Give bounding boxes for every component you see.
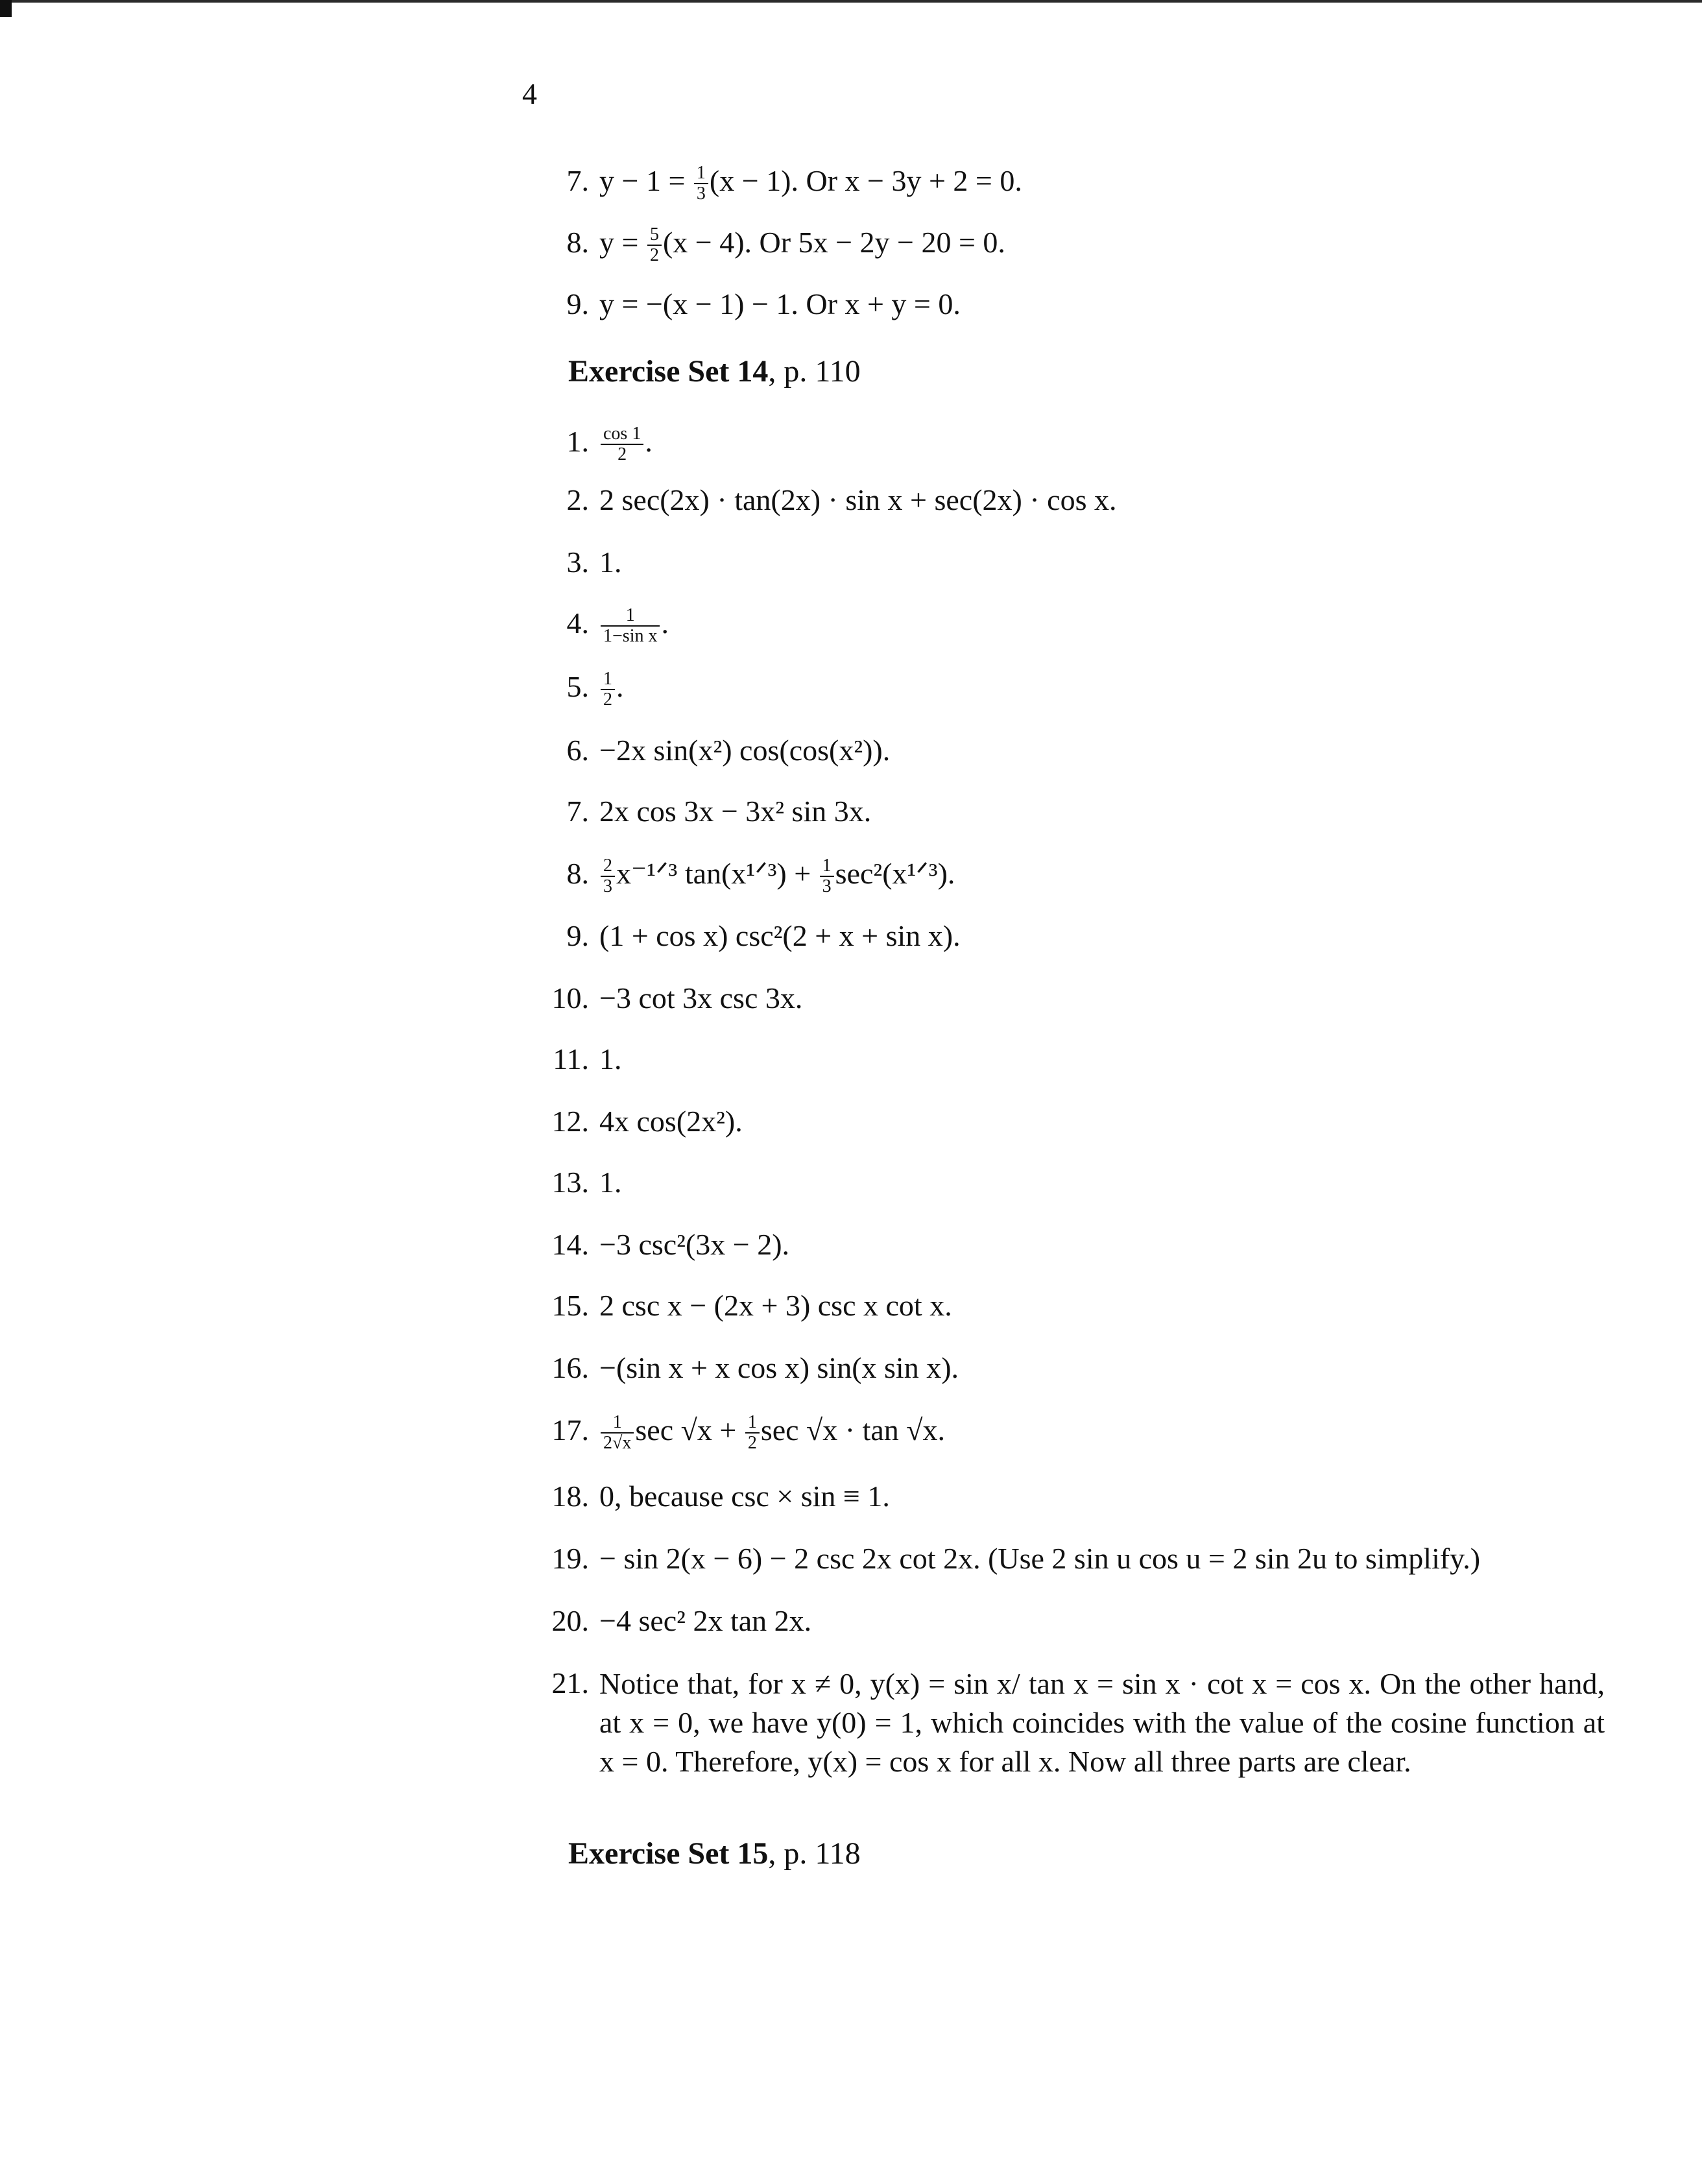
- list-item: 18. 0, because csc × sin ≡ 1.: [551, 1480, 890, 1513]
- list-item: 14. −3 csc²(3x − 2).: [551, 1228, 790, 1261]
- list-item: 9. y = −(x − 1) − 1. Or x + y = 0.: [566, 287, 961, 320]
- fraction: $\frac{\cos 1}{2}$: [601, 424, 643, 464]
- list-item: 20. −4 sec² 2x tan 2x.: [551, 1604, 812, 1637]
- fraction: $\frac{5}{2}$: [647, 225, 662, 265]
- list-item: 9. (1 + cos x) csc²(2 + x + sin x).: [566, 919, 961, 952]
- list-item: 4. $\frac{1}{\text{1−sin x}}$ .: [566, 605, 669, 647]
- list-item: 11. 1.: [553, 1042, 622, 1075]
- list-item: 2. 2 sec(2x) · tan(2x) · sin x + sec(2x) · cos x.: [566, 483, 1117, 516]
- section-heading-set-15: Exercise Set 15, p. 118: [568, 1836, 861, 1871]
- list-item: 6. −2x sin(x²) cos(cos(x²)).: [566, 734, 891, 767]
- list-item: 15. 2 csc x − (2x + 3) csc x cot x.: [551, 1289, 952, 1322]
- list-item: 8. y = $\frac{5}{2}$ (x − 4). Or 5x − 2y − 20 = 0.: [566, 224, 1005, 266]
- list-item: 1. $\frac{\cos 1}{2}$ .: [566, 424, 653, 465]
- list-item: 8. $\frac{2}{3}$ x⁻¹ᐟ³ tan(x¹ᐟ³) + $\frac{1}{3}$ sec²(x¹ᐟ³).: [566, 856, 955, 897]
- list-item: 10. −3 cot 3x csc 3x.: [551, 981, 803, 1014]
- list-item: 13. 1.: [551, 1166, 622, 1199]
- scan-corner-mark: [0, 0, 12, 17]
- list-item: 7. 2x cos 3x − 3x² sin 3x.: [566, 795, 872, 828]
- fraction: $\frac{1}{2}$: [601, 669, 615, 710]
- section-heading-set-14: Exercise Set 14, p. 110: [568, 354, 861, 389]
- page-number: 4: [522, 77, 537, 110]
- fraction: $\frac{1}{3}$: [820, 856, 834, 896]
- fraction: $\frac{1}{2√x}$: [601, 1413, 634, 1453]
- fraction: $\frac{1}{3}$: [694, 163, 708, 204]
- fraction: $\frac{1}{2}$: [745, 1413, 760, 1453]
- fraction: $\frac{2}{3}$: [601, 856, 615, 896]
- list-item: 19. − sin 2(x − 6) − 2 csc 2x cot 2x. (Use 2 sin u cos u = 2 sin 2u to simplify.): [551, 1542, 1481, 1575]
- list-item: 16. −(sin x + x cos x) sin(x sin x).: [551, 1351, 959, 1384]
- list-item: 17. $\frac{1}{2√x}$ sec √x + $\frac{1}{2}$ sec √x · tan √x.: [551, 1412, 946, 1454]
- list-item-paragraph: Notice that, for x ≠ 0, y(x) = sin x/ tan x = sin x · cot x = cos x. On the other hand, at x = 0, we have y(0) = 1, which coincides with the value of the cosine function at x = 0. Therefore, y(x) = cos x for all x. Now all three parts are clear.: [599, 1667, 1605, 1778]
- list-item-number: 21.: [551, 1666, 589, 1699]
- list-item: 7. y − 1 = $\frac{1}{3}$ (x − 1). Or x − 3y + 2 = 0.: [566, 163, 1022, 204]
- fraction: $\frac{1}{\text{1−sin x}}$: [601, 606, 660, 646]
- list-item: 5. $\frac{1}{2}$ .: [566, 669, 624, 710]
- list-item: 12. 4x cos(2x²).: [551, 1105, 743, 1138]
- list-item: 3. 1.: [566, 546, 622, 579]
- scan-edge: [0, 0, 1702, 3]
